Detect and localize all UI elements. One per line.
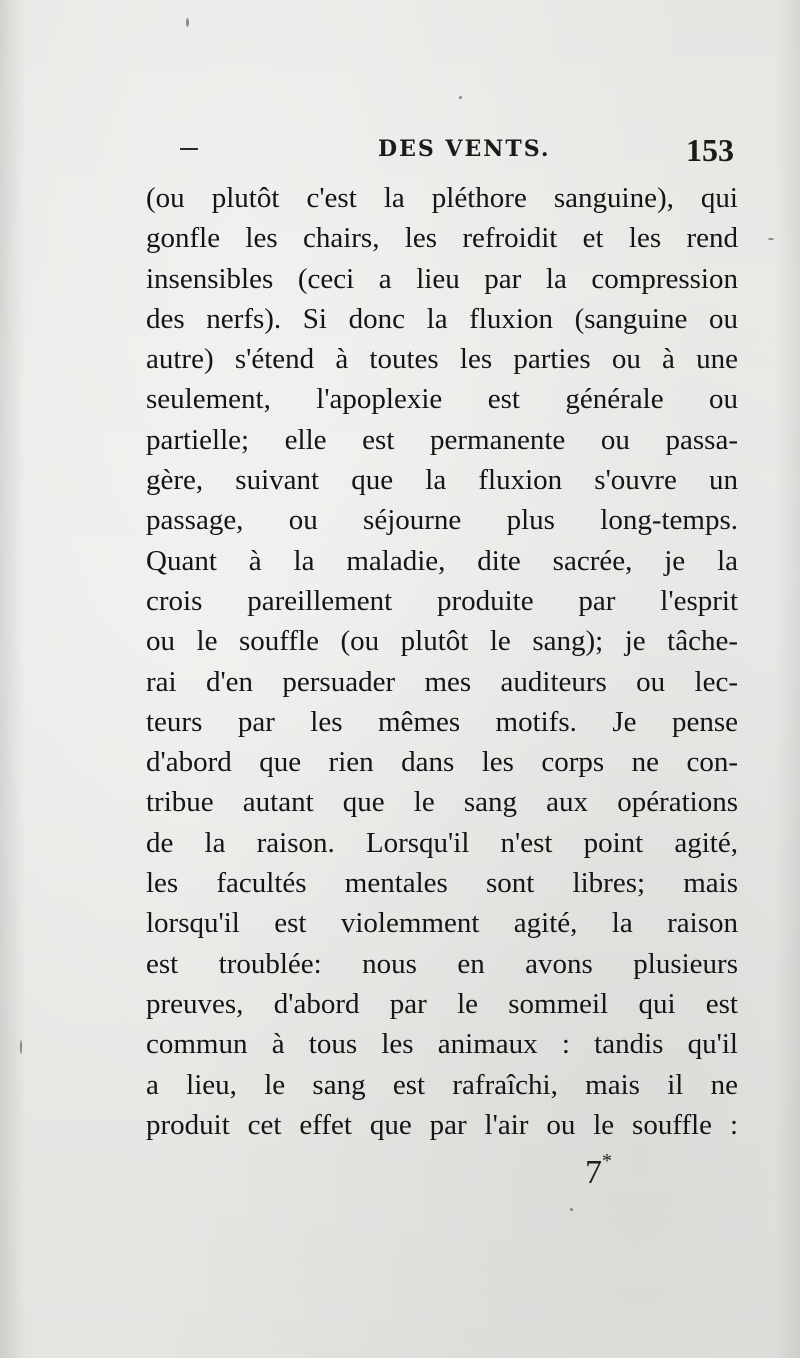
text-line: est troublée: nous en avons plusieurs [146,947,738,980]
signature-star: * [602,1150,612,1172]
text-line: Quant à la maladie, dite sacrée, je la [146,544,738,577]
paper-speck [570,1208,573,1211]
paper-speck [768,238,774,240]
running-head-dash [180,148,198,150]
paper-speck [459,96,462,99]
text-line: commun à tous les animaux : tandis qu'il [146,1028,738,1061]
text-line: (ou plutôt c'est la pléthore sanguine), qui [146,182,738,214]
text-line: produit cet effet que par l'air ou le souffle : [146,1108,738,1141]
body-text [146,178,738,1145]
text-line: autre) s'étend à toutes les parties ou à une [146,343,738,376]
text-line: ou le souffle (ou plutôt le sang); je tâche- [146,625,738,658]
text-line: les facultés mentales sont libres; mais [146,867,738,900]
page-edge-shadow-left [0,0,26,1358]
running-head-title: DES VENTS. [378,136,551,162]
text-line: gère, suivant que la fluxion s'ouvre un [146,464,738,497]
text-line: de la raison. Lorsqu'il n'est point agité, [146,826,738,859]
paper-speck [20,1040,22,1054]
text-line: crois pareillement produite par l'esprit [146,584,738,617]
text-line: tribue autant que le sang aux opérations [146,786,738,819]
text-line: seulement, l'apoplexie est générale ou [146,383,738,416]
running-head [150,132,740,172]
paper-speck [186,18,189,27]
page-number: 153 [686,132,734,168]
text-line: teurs par les mêmes motifs. Je pense [146,705,738,738]
text-line: des nerfs). Si donc la fluxion (sanguine ou [146,302,738,335]
text-line: d'abord que rien dans les corps ne con- [146,746,738,779]
signature-mark [585,1150,612,1192]
text-line: lorsqu'il est violemment agité, la raison [146,907,738,940]
text-line: rai d'en persuader mes auditeurs ou lec- [146,665,738,698]
text-line: a lieu, le sang est rafraîchi, mais il ne [146,1068,738,1101]
text-line: partielle; elle est permanente ou passa- [146,423,738,456]
text-line: insensibles (ceci a lieu par la compression [146,262,738,295]
signature-number: 7 [585,1154,602,1191]
text-line: gonfle les chairs, les refroidit et les rend [146,222,738,255]
text-line: passage, ou séjourne plus long-temps. [146,504,738,537]
page-edge-shadow-right [774,0,800,1358]
text-line: preuves, d'abord par le sommeil qui est [146,987,738,1020]
